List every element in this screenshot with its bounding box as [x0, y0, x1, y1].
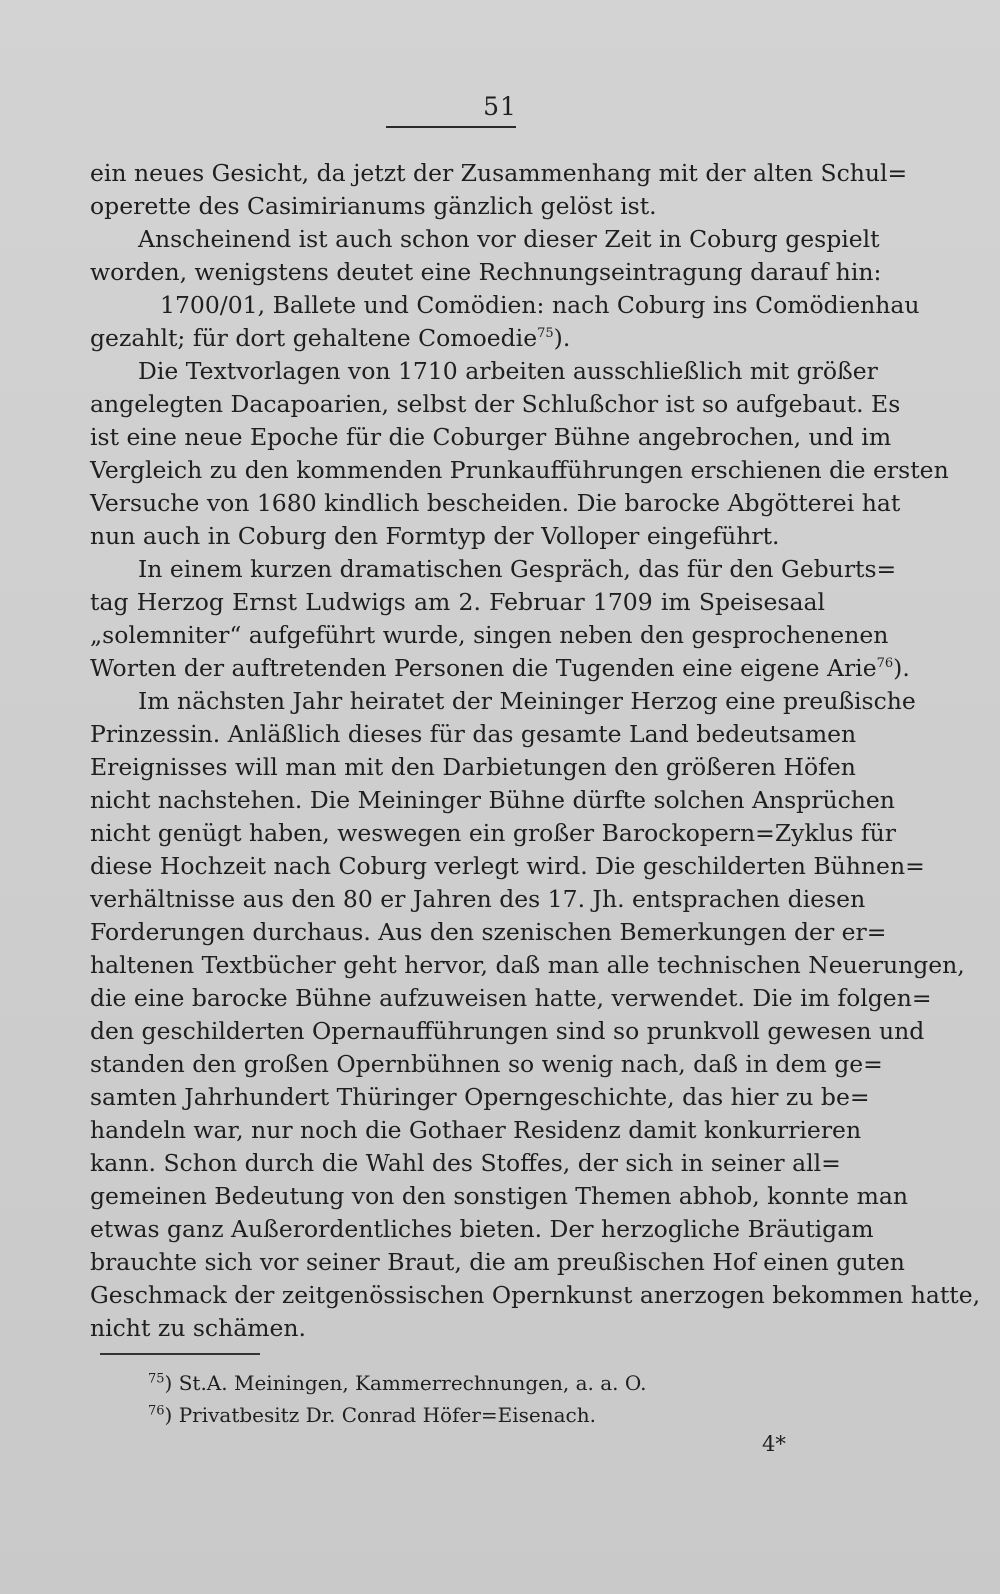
- text-line: [90, 1081, 870, 1114]
- body-text: [90, 157, 981, 1345]
- text-line: [90, 685, 916, 718]
- text-line: [90, 652, 910, 685]
- text-line-content: Vergleich zu den kommenden Prunkaufführungen erschienen die ersten: [90, 456, 949, 484]
- text-line-content: Anscheinend ist auch schon vor dieser Zeit in Coburg gespielt: [138, 225, 880, 253]
- text-line: [90, 421, 892, 454]
- text-line-content: Worten der auftretenden Personen die Tugenden eine eigene Arie: [90, 654, 877, 682]
- text-line-content: Forderungen durchaus. Aus den szenischen Bemerkungen der er=: [90, 918, 887, 946]
- text-line: [90, 1246, 905, 1279]
- footnote: [148, 1399, 768, 1431]
- text-line: [90, 1015, 925, 1048]
- footnote-mark: 75: [148, 1371, 165, 1387]
- text-line: [90, 520, 825, 553]
- text-line: [90, 916, 887, 949]
- footnote-reference: 75: [537, 326, 554, 342]
- text-line: [90, 553, 897, 586]
- text-line-content: die eine barocke Bühne aufzuweisen hatte, verwendet. Die im folgen=: [90, 984, 932, 1012]
- text-line: [90, 1114, 862, 1147]
- text-line-content: diese Hochzeit nach Coburg verlegt wird. Die geschilderten Bühnen=: [90, 852, 925, 880]
- footnote-rule: [100, 1353, 260, 1355]
- text-line-content: Im nächsten Jahr heiratet der Meininger Herzog eine preußische: [138, 687, 916, 715]
- text-line-content: samten Jahrhundert Thüringer Operngeschichte, das hier zu be=: [90, 1083, 870, 1111]
- text-line-content: ist eine neue Epoche für die Coburger Bühne angebrochen, und im: [90, 423, 892, 451]
- text-line: [90, 454, 949, 487]
- text-line-content: handeln war, nur noch die Gothaer Residenz damit konkurrieren: [90, 1116, 862, 1144]
- text-line-content: kann. Schon durch die Wahl des Stoffes, der sich in seiner all=: [90, 1149, 841, 1177]
- text-line: [90, 1312, 825, 1345]
- text-line: [90, 487, 901, 520]
- footnotes: [148, 1367, 768, 1431]
- text-line-content: haltenen Textbücher geht hervor, daß man alle technischen Neuerungen,: [90, 951, 965, 979]
- text-line: [90, 850, 925, 883]
- text-line: [90, 751, 856, 784]
- text-line-content: nicht genügt haben, weswegen ein großer Barockopern=Zyklus für: [90, 819, 896, 847]
- text-line: [90, 619, 889, 652]
- text-line-tail: ).: [893, 654, 910, 682]
- text-line-content: nicht nachstehen. Die Meininger Bühne dürfte solchen Ansprüchen: [90, 786, 895, 814]
- text-line-content: gemeinen Bedeutung von den sonstigen Themen abhob, konnte man: [90, 1182, 909, 1210]
- text-line: [90, 1048, 883, 1081]
- text-line-content: ein neues Gesicht, da jetzt der Zusammenhang mit der alten Schul=: [90, 159, 908, 187]
- text-line: [90, 817, 896, 850]
- text-line-content: etwas ganz Außerordentliches bieten. Der herzogliche Bräutigam: [90, 1215, 874, 1243]
- text-line-content: brauchte sich vor seiner Braut, die am preußischen Hof einen guten: [90, 1248, 905, 1276]
- text-line: [90, 256, 882, 289]
- text-line-content: operette des Casimirianums gänzlich gelöst ist.: [90, 192, 657, 220]
- text-line: [90, 1213, 874, 1246]
- footnote: [148, 1367, 768, 1399]
- text-line-content: tag Herzog Ernst Ludwigs am 2. Februar 1709 im Speisesaal: [90, 588, 825, 616]
- text-line-content: Prinzessin. Anläßlich dieses für das gesamte Land bedeutsamen: [90, 720, 857, 748]
- text-line: [90, 355, 878, 388]
- text-line: [90, 190, 825, 223]
- text-line-content: „solemniter“ aufgeführt wurde, singen neben den gesprochenenen: [90, 621, 889, 649]
- text-line: [90, 1180, 909, 1213]
- footnote-text: ) Privatbesitz Dr. Conrad Höfer=Eisenach.: [164, 1403, 596, 1427]
- text-line-content: Die Textvorlagen von 1710 arbeiten ausschließlich mit größer: [138, 357, 878, 385]
- text-line: [90, 784, 895, 817]
- page-number: 51: [483, 92, 517, 121]
- text-line: [90, 157, 908, 190]
- footnote-mark: 76: [148, 1403, 165, 1419]
- text-line-content: Geschmack der zeitgenössischen Opernkunst anerzogen bekommen hatte,: [90, 1281, 981, 1309]
- text-line-content: verhältnisse aus den 80 er Jahren des 17. Jh. entsprachen diesen: [90, 885, 866, 913]
- text-line: [90, 586, 825, 619]
- text-line-content: gezahlt; für dort gehaltene Comoedie: [90, 324, 538, 352]
- text-line-content: nicht zu schämen.: [90, 1314, 307, 1342]
- text-line-content: standen den großen Opernbühnen so wenig nach, daß in dem ge=: [90, 1050, 883, 1078]
- text-line: [90, 1279, 981, 1312]
- text-line-content: In einem kurzen dramatischen Gespräch, das für den Geburts=: [138, 555, 897, 583]
- text-line: [90, 883, 866, 916]
- text-line: [90, 1147, 841, 1180]
- text-line: [90, 223, 880, 256]
- text-line: [90, 388, 901, 421]
- text-line: [90, 982, 932, 1015]
- text-line: [90, 289, 920, 322]
- footnote-text: ) St.A. Meiningen, Kammerrechnungen, a. a. O.: [164, 1371, 647, 1395]
- footnote-reference: 76: [876, 656, 894, 672]
- text-line-tail: ).: [553, 324, 571, 352]
- text-line-content: Versuche von 1680 kindlich bescheiden. Die barocke Abgötterei hat: [90, 489, 901, 517]
- text-line-content: 1700/01, Ballete und Comödien: nach Coburg ins Comödienhau: [160, 291, 920, 319]
- text-line-content: Ereignisses will man mit den Darbietungen den größeren Höfen: [90, 753, 856, 781]
- signature-mark: 4*: [762, 1432, 786, 1456]
- text-line-content: angelegten Dacapoarien, selbst der Schlußchor ist so aufgebaut. Es: [90, 390, 901, 418]
- text-line-content: nun auch in Coburg den Formtyp der Volloper eingeführt.: [90, 522, 780, 550]
- text-line: [90, 949, 965, 982]
- text-line: [90, 322, 825, 355]
- text-line-content: worden, wenigstens deutet eine Rechnungseintragung darauf hin:: [90, 258, 882, 286]
- text-line-content: den geschilderten Opernaufführungen sind so prunkvoll gewesen und: [90, 1017, 925, 1045]
- text-line: [90, 718, 857, 751]
- header-rule: [386, 126, 516, 128]
